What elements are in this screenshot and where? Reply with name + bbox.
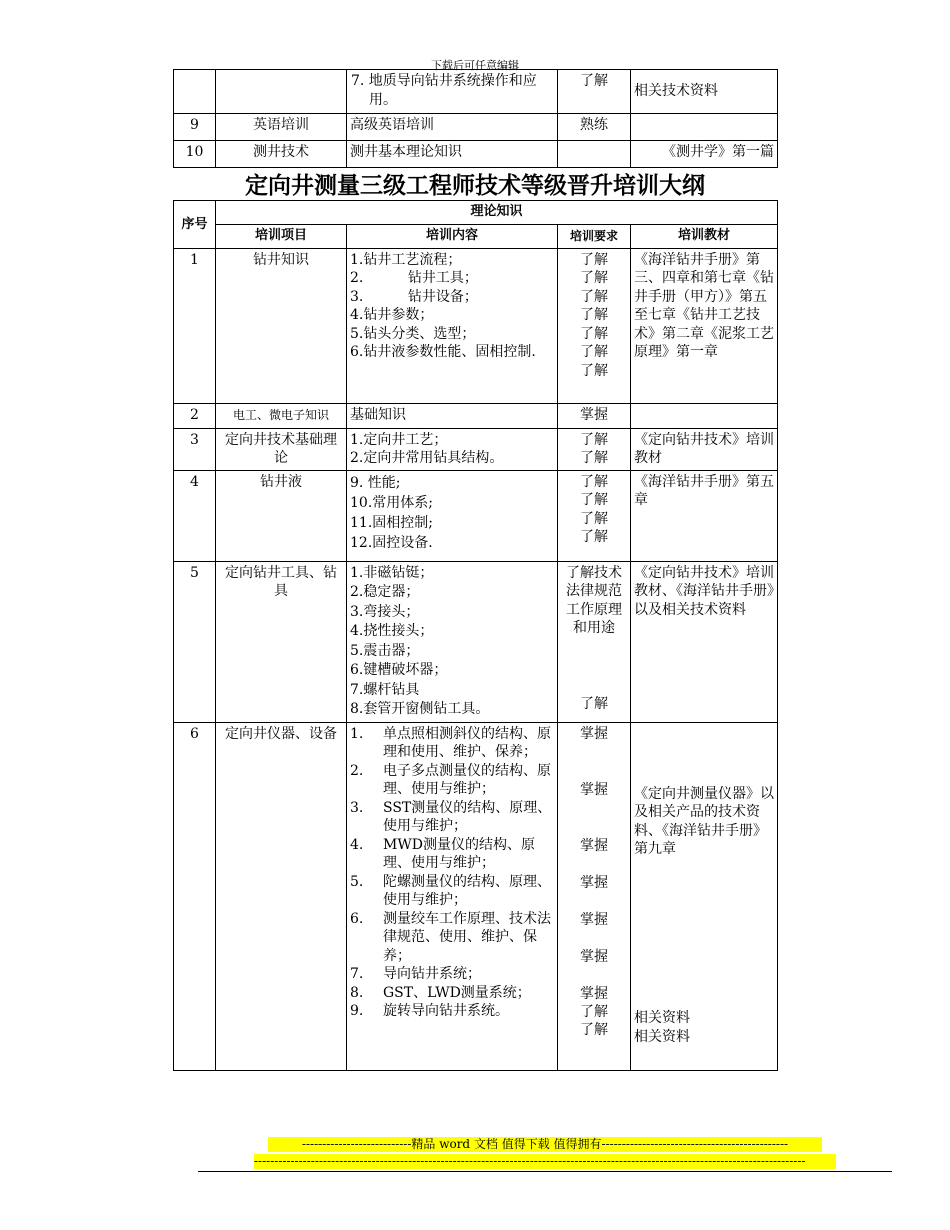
row-material: 相关技术资料 — [631, 70, 778, 114]
content-line — [350, 762, 554, 799]
page-title: 定向井测量三级工程师技术等级晋升培训大纲 — [245, 173, 705, 199]
list-number: 5. — [350, 873, 364, 890]
requirement-line: 了解 — [580, 325, 608, 342]
row-material: 《定向钻井技术》培训教材 — [631, 428, 778, 470]
row-number: 4 — [174, 470, 216, 561]
list-number: 9. — [350, 1003, 364, 1019]
list-number: 2. — [350, 762, 364, 779]
row-material — [631, 722, 778, 1070]
content-line: 1.钻井工艺流程； — [350, 251, 462, 268]
requirement-line: 了解 — [580, 450, 608, 466]
content-line: 1.定向井工艺； — [350, 431, 448, 448]
list-text: 单点照相测斜仪的结构、原理和使用、维护、保养； — [383, 725, 551, 760]
requirement-line: 了解 — [580, 270, 608, 286]
list-text: 测量绞车工作原理、技术法律规范、使用、维护、保养； — [383, 910, 551, 964]
column-header-item: 培训项目 — [216, 224, 347, 248]
content-line: 4.挠性接头； — [350, 623, 434, 639]
row-item: 钻井知识 — [216, 248, 347, 403]
content-line — [350, 873, 554, 910]
footer-banner: ---------------------------精品 word 文档 值得下载 值得拥有---------------------------------------------- — [268, 1137, 822, 1152]
requirement-line: 掌握 — [580, 985, 608, 1002]
requirement-line: 了解 — [580, 529, 608, 545]
row-item: 定向井仪器、设备 — [216, 722, 347, 1070]
content-line: 1.非磁钻铤； — [350, 564, 434, 581]
list-text: MWD测量仪的结构、原理、使用与维护； — [383, 836, 535, 871]
content-line: 3. 钻井设备； — [350, 288, 478, 305]
list-number: 4. — [350, 836, 364, 853]
footer-divider — [198, 1171, 892, 1172]
content-line — [350, 799, 554, 836]
row-number: 1 — [174, 248, 216, 403]
requirement-line: 了解 — [580, 473, 608, 490]
row-requirement: 熟练 — [558, 114, 631, 141]
content-line: 6.键槽破坏器； — [350, 662, 448, 678]
previous-table-tail — [173, 69, 778, 168]
column-header-content: 培训内容 — [347, 224, 558, 248]
row-requirement — [558, 141, 631, 168]
row-number: 9 — [174, 114, 216, 141]
row-material — [631, 114, 778, 141]
requirement-line: 掌握 — [580, 725, 608, 742]
row-requirement — [558, 561, 631, 722]
row-item — [216, 70, 347, 114]
content-line — [350, 965, 554, 984]
row-number: 6 — [174, 722, 216, 1070]
list-number: 3. — [350, 799, 364, 816]
row-item: 电工、微电子知识 — [216, 403, 347, 428]
row-requirement — [558, 722, 631, 1070]
requirement-line: 掌握 — [580, 837, 608, 854]
row-requirement: 了解 — [558, 70, 631, 114]
content-line: 3.弯接头； — [350, 603, 420, 620]
content-line: 9. 性能; — [350, 474, 401, 491]
requirement-text: 了解技术法律规范工作原理和用途 — [566, 564, 622, 636]
row-number: 10 — [174, 141, 216, 168]
column-header-number: 序号 — [174, 201, 216, 249]
row-item: 英语培训 — [216, 114, 347, 141]
content-line: 4.钻井参数； — [350, 307, 434, 323]
row-content: 高级英语培训 — [347, 114, 558, 141]
table-row — [174, 114, 778, 141]
row-requirement — [558, 248, 631, 403]
content-line — [350, 725, 554, 762]
requirement-line: 了解 — [580, 1003, 608, 1020]
requirement-line: 了解 — [580, 288, 608, 305]
row-item: 定向井技术基础理论 — [216, 428, 347, 470]
list-text: 旋转导向钻井系统。 — [383, 1003, 509, 1019]
content-line: 6.钻井液参数性能、固相控制. — [350, 344, 536, 360]
table-row — [174, 470, 778, 561]
content-line: 2.稳定器； — [350, 584, 420, 600]
row-content — [347, 470, 558, 561]
content-line: 7.螺杆钻具 — [350, 681, 420, 698]
table-row — [174, 722, 778, 1070]
row-requirement: 掌握 — [558, 403, 631, 428]
row-content — [347, 428, 558, 470]
row-requirement — [558, 470, 631, 561]
content-line — [350, 910, 554, 966]
requirement-line: 掌握 — [580, 781, 608, 798]
requirement-line: 了解 — [580, 362, 608, 379]
table-row — [174, 70, 778, 114]
column-header-material: 培训教材 — [631, 224, 778, 248]
row-number — [174, 70, 216, 114]
row-material: 《海洋钻井手册》第三、四章和第七章《钻井手册（甲方）》第五至七章《钻井工艺技术》第二章《泥浆工艺原理》第一章 — [631, 248, 778, 403]
content-line: 5.震击器； — [350, 642, 420, 659]
content-line: 10.常用体系; — [350, 494, 433, 511]
table-row — [174, 248, 778, 403]
training-outline-table — [173, 200, 778, 1071]
row-content: 基础知识 — [347, 403, 558, 428]
requirement-line: 了解 — [580, 492, 608, 508]
row-material: 《测井学》第一篇 — [631, 141, 778, 168]
requirement-line: 了解 — [580, 1021, 608, 1038]
content-line: 2.定向井常用钻具结构。 — [350, 450, 504, 466]
row-content — [347, 561, 558, 722]
material-line: 相关资料 — [634, 1009, 690, 1026]
list-text: GST、LWD测量系统； — [383, 984, 531, 1001]
table-row — [174, 141, 778, 168]
requirement-line: 了解 — [580, 696, 608, 712]
footer-dash-line: ---------------------------------------------------------------------------------------------------------------------------------------- — [254, 1154, 836, 1169]
content-line: 5.钻头分类、选型； — [350, 325, 476, 342]
list-number: 6. — [350, 910, 364, 927]
table-row — [174, 428, 778, 470]
list-text: SST测量仪的结构、原理、使用与维护； — [383, 799, 552, 834]
material-text: 《定向井测量仪器》以及相关产品的技术资料、《海洋钻井手册》第九章 — [634, 785, 774, 857]
content-line: 11.固相控制; — [350, 514, 433, 531]
row-content — [347, 248, 558, 403]
requirement-line: 了解 — [580, 251, 608, 268]
row-number: 3 — [174, 428, 216, 470]
row-material — [631, 403, 778, 428]
table-row — [174, 561, 778, 722]
requirement-line: 了解 — [580, 307, 608, 323]
list-number: 1. — [350, 725, 364, 742]
row-material: 《海洋钻井手册》第五章 — [631, 470, 778, 561]
list-text: 导向钻井系统； — [383, 966, 481, 982]
row-item: 钻井液 — [216, 470, 347, 561]
row-content — [347, 722, 558, 1070]
content-line — [350, 984, 554, 1003]
row-item: 定向钻井工具、钻具 — [216, 561, 347, 722]
row-requirement — [558, 428, 631, 470]
requirement-line: 掌握 — [580, 874, 608, 891]
content-line: 2. 钻井工具； — [350, 270, 478, 286]
requirement-line: 了解 — [580, 431, 608, 448]
section-header-theory: 理论知识 — [216, 201, 778, 225]
content-line: 8.套管开窗侧钻工具。 — [350, 701, 490, 717]
content-line — [350, 1002, 554, 1021]
requirement-line: 了解 — [580, 344, 608, 360]
header-note: 下载后可任意编辑 — [431, 59, 519, 72]
row-content: 测井基本理论知识 — [347, 141, 558, 168]
list-number: 7. — [350, 966, 364, 982]
row-number: 5 — [174, 561, 216, 722]
requirement-line: 了解 — [580, 510, 608, 527]
material-line: 相关资料 — [634, 1028, 690, 1045]
row-content: 7. 地质导向钻井系统操作和应用。 — [347, 70, 558, 114]
list-text: 陀螺测量仪的结构、原理、使用与维护； — [383, 873, 551, 908]
list-text: 电子多点测量仪的结构、原理、使用与维护； — [383, 762, 551, 797]
column-header-requirement: 培训要求 — [558, 224, 631, 248]
list-number: 8. — [350, 984, 364, 1001]
table-row — [174, 403, 778, 428]
row-material: 《定向钻井技术》培训教材、《海洋钻井手册》以及相关技术资料 — [631, 561, 778, 722]
row-number: 2 — [174, 403, 216, 428]
content-line — [350, 836, 554, 873]
row-item: 测井技术 — [216, 141, 347, 168]
requirement-line: 掌握 — [580, 948, 608, 965]
requirement-line: 掌握 — [580, 911, 608, 928]
content-line: 12.固控设备. — [350, 534, 433, 551]
